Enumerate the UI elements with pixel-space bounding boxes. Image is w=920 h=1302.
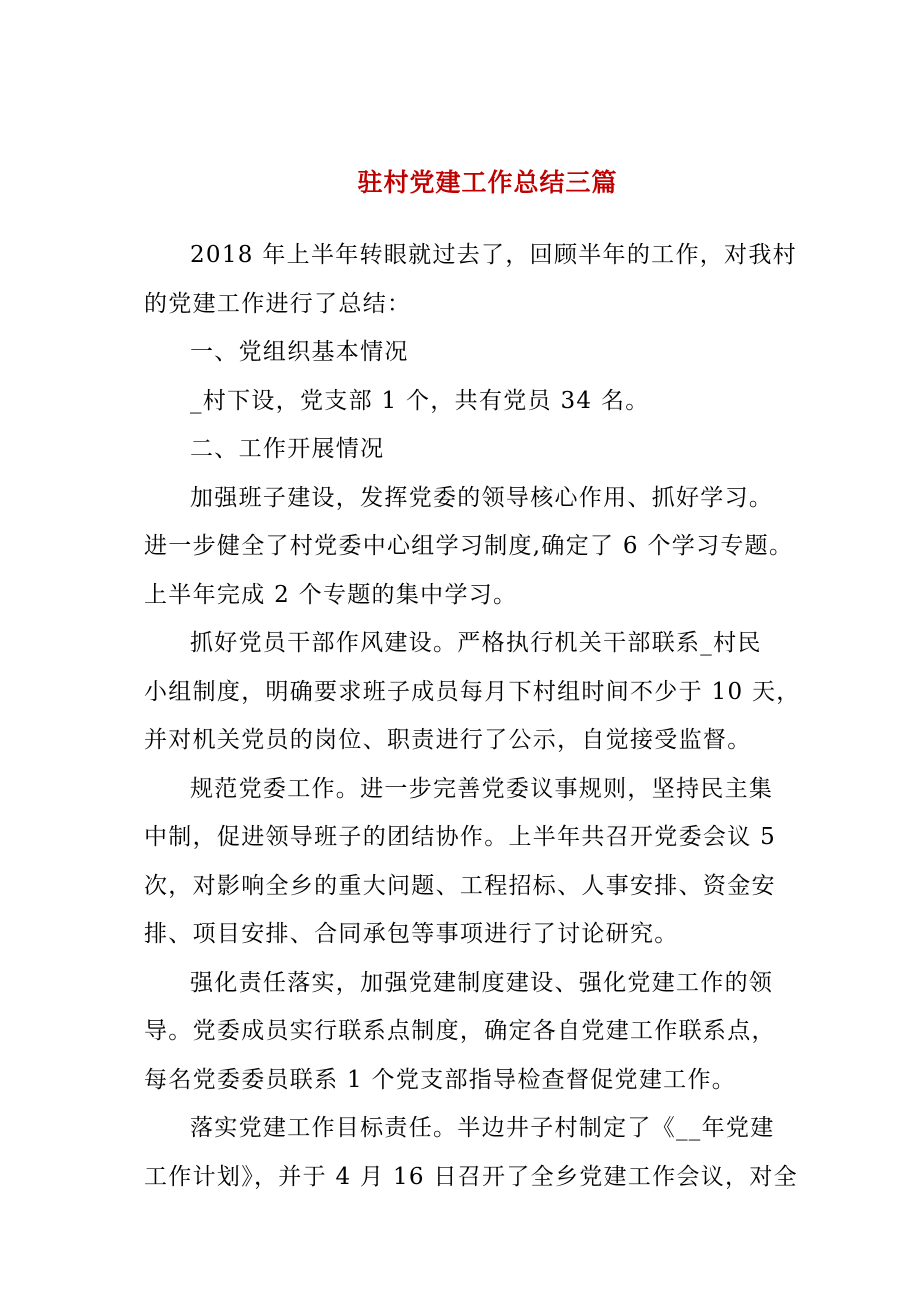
body-line: 落实党建工作目标责任。半边井子村制定了《__年党建: [190, 1115, 775, 1141]
document-title: 驻村党建工作总结三篇: [357, 168, 618, 197]
body-line: _村下设，党支部 1 个，共有党员 34 名。: [190, 387, 650, 414]
body-line: 二、工作开展情况: [190, 436, 385, 462]
body-line: 的党建工作进行了总结：: [144, 290, 412, 317]
body-line: 抓好党员干部作风建设。严格执行机关干部联系_村民: [190, 630, 762, 656]
document-body: [144, 231, 801, 1201]
body-line: 每名党委委员联系 1 个党支部指导检查督促党建工作。: [144, 1066, 737, 1093]
body-line: 小组制度，明确要求班子成员每月下村组时间不少于 10 天，: [144, 678, 801, 705]
body-line: 强化责任落实，加强党建制度建设、强化党建工作的领: [190, 969, 774, 996]
body-line: 加强班子建设，发挥党委的领导核心作用、抓好学习。: [190, 484, 774, 511]
body-line: 工作计划》，并于 4 月 16 日召开了全乡党建工作会议，对全: [144, 1163, 798, 1190]
body-line: 导。党委成员实行联系点制度，确定各自党建工作联系点，: [144, 1018, 776, 1044]
body-line: 排、项目安排、合同承包等事项进行了讨论研究。: [144, 921, 679, 947]
body-line: 并对机关党员的岗位、职责进行了公示，自觉接受监督。: [144, 727, 752, 753]
body-line: 一、党组织基本情况: [190, 339, 409, 365]
body-line: 中制，促进领导班子的团结协作。上半年共召开党委会议 5: [144, 824, 777, 850]
body-line: 上半年完成 2 个专题的集中学习。: [144, 581, 518, 608]
body-line: 次，对影响全乡的重大问题、工程招标、人事安排、资金安: [144, 872, 776, 899]
body-line: 2018 年上半年转眼就过去了，回顾半年的工作，对我村: [190, 242, 797, 268]
body-line: 规范党委工作。进一步完善党委议事规则，坚持民主集: [190, 775, 774, 802]
body-line: 进一步健全了村党委中心组学习制度,确定了 6 个学习专题。: [144, 533, 794, 559]
